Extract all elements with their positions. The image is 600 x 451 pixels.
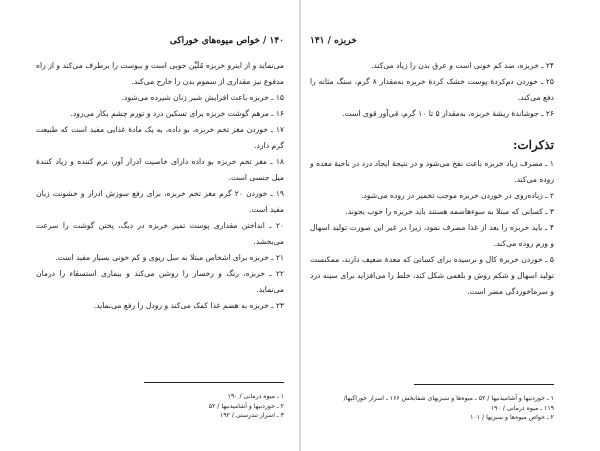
- section-title: تذکرات:: [512, 138, 554, 152]
- footnote-divider: [144, 382, 284, 383]
- note-item: ۳ ـ کسانی که مبتلا به سوءهاضمه هستند باید خربزه را خوب بجوند.: [345, 207, 554, 216]
- footnote: ۲ ـ خوردنیها و آشامیدنیها / ۵۲: [208, 402, 284, 410]
- right-page-footnotes: [310, 394, 554, 423]
- note-item: ۵ ـ خوردن خربزهٔ کال و نرسیده برای کسانی که معدهٔ ضعیف دارند، ممکنست تولید اسهال و شکم روش و بلغمی شکل کند، خلط را می‌افزاید برای سینه درد و سرماخوردگی مضر است.: [310, 255, 554, 296]
- left-page-body: [36, 58, 284, 314]
- footnote: ۱۱۹ ـ میوه درمانی / ۱۹۰: [490, 404, 554, 412]
- paragraph: ۲۳ ـ خربزه به هضم غذا کمک می‌کند و رودل را رفع می‌نماید.: [93, 301, 284, 310]
- paragraph: ۲۰ ـ انداختن مقداری پوست تمیز خربزه در دیگ، پختن گوشت را سرعت می‌بخشد.: [36, 221, 284, 246]
- left-page-header: ۱۴۰ / خواص میوه‌های خوراکی: [169, 36, 284, 46]
- paragraph: ۱۷ ـ خوردن مغز تخم خربزه، بو داده، به یک مادهٔ غذایی مفید است که طبیعت گرم دارد.: [36, 125, 284, 150]
- paragraph: ۲۱ ـ خربزه برای اشخاص مبتلا به سل ریوی و کم خونی بسیار مفید است.: [55, 253, 284, 262]
- footnote: ۳ ـ اسرار تندرستی / ۱۹۲: [219, 412, 284, 419]
- paragraph: ۲۴ ـ خربزه، ضد کم خونی است و عرق بدن را زیاد می‌کند.: [371, 61, 554, 70]
- paragraph: ۱۸ ـ مغز تخم خربزه بو داده دارای خاصیت ادرار آور، نرم کننده و زیاد کنندهٔ میل جنسی است.: [36, 157, 284, 182]
- paragraph: ۲۶ ـ جوشاندهٔ ریشهٔ خربزه، به‌مقدار ۵ تا ۱۰ گرم، قی‌آور قوی است.: [342, 109, 554, 118]
- paragraph: ۲۵ ـ خوردن دم‌کردهٔ پوست خشک کردهٔ خربزه به‌مقدار ۸ گرم، سنگ مثانه را دفع می‌کند.: [310, 77, 555, 102]
- right-page: [300, 0, 600, 451]
- footnote: ۱ ـ خوردنیها و آشامیدنیها / ۵۲ ـ میوه‌ها و سبزیهای شفابخش ۱۶۶ ـ اسرار خوراکیها/: [343, 395, 554, 402]
- left-page-footnotes: [36, 392, 284, 421]
- note-item: ۲ ـ زیاده‌روی در خوردن خربزه موجب تخمیر در روده می‌شود.: [361, 191, 554, 200]
- paragraph: می‌نماید و از اینرو خربزه مُلَیِّن خوبی است و یبوست را برطرف می‌کند و از راه مدفوع نیز مقداری از سموم بدن را خارج می‌کند.: [36, 61, 284, 86]
- right-page-header: خربزه / ۱۴۱: [310, 36, 357, 46]
- paragraph: ۱۶ ـ مرهم گوشت خربزه برای تسکین درد و تورم چشم بکار می‌رود.: [70, 109, 284, 118]
- note-item: ۴ ـ باید خربزه را بعد از غذا مصرف نمود، زیرا در غیر این صورت تولید اسهال و ورم روده می‌کند.: [310, 223, 554, 248]
- paragraph: ۱۹ ـ خوردن ۲۰ گرم مغز تخم خربزه، برای رفع سوزش ادرار و خشونت زبان مفید است.: [36, 189, 284, 214]
- right-page-body: [310, 58, 554, 300]
- paragraph: ۲۲ ـ خربزه، رنگ و رخسار را روشن می‌کند و بیماری استسقاء را درمان می‌نماید.: [36, 269, 284, 294]
- footnote: ۲ ـ خواص میوه‌ها و سبزیها / ۱۰۱: [470, 414, 554, 421]
- footnote: ۱ ـ میوه درمانی / ۱۹۰: [227, 393, 284, 400]
- paragraph: ۱۵ ـ خربزه باعث افزایش شیر زنان شیرده می‌شود.: [121, 93, 284, 102]
- note-item: ۱ ـ مصرف زیاد خربزه باعث نفخ می‌شود و در نتیجهٔ ایجاد درد در ناحیهٔ معده و روده می‌کند.: [310, 159, 554, 184]
- footnote-divider: [414, 384, 554, 385]
